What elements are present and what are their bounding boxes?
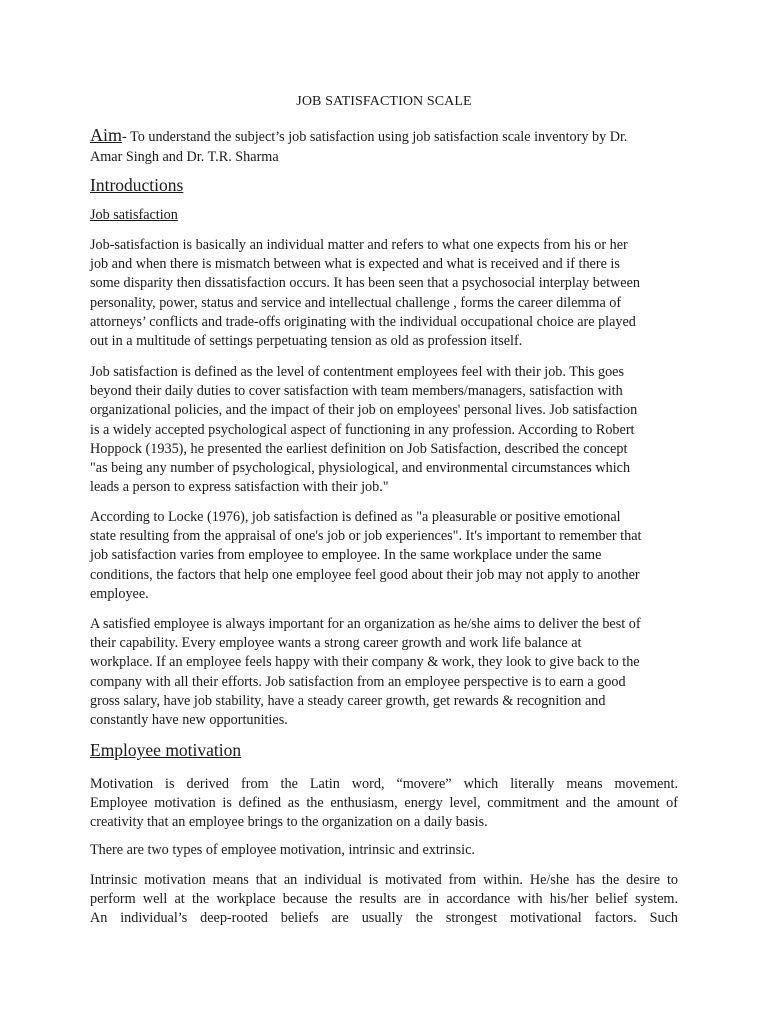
- intro-paragraph-3: [90, 508, 641, 604]
- paragraph-line: There are two types of employee motivation, intrinsic and extrinsic.: [90, 842, 475, 858]
- paragraph-line: According to Locke (1976), job satisfaction is defined as "a pleasurable or positive emotional: [90, 509, 621, 525]
- aim-text: - To understand the subject’s job satisfaction using job satisfaction scale inventory by Dr.: [122, 129, 628, 145]
- paragraph-line: attorneys’ conflicts and trade-offs originating with the individual occupational choice are played: [90, 313, 636, 330]
- intro-paragraph-4: [90, 615, 641, 730]
- aim-line-2: Amar Singh and Dr. T.R. Sharma: [90, 149, 279, 165]
- subheading-job-satisfaction: Job satisfaction: [90, 207, 178, 223]
- paragraph-line: perform well at the workplace because the results are in accordance with his/her belief system.: [90, 891, 678, 908]
- paragraph-line: "as being any number of psychological, physiological, and environmental circumstances which: [90, 460, 631, 477]
- paragraph-line: Job satisfaction is defined as the level of contentment employees feel with their job. This goes: [90, 364, 624, 380]
- paragraph-line: is a widely accepted psychological aspect of functioning in any profession. According to Robert: [90, 421, 635, 438]
- paragraph-line: their capability. Every employee wants a strong career growth and work life balance at: [90, 635, 582, 652]
- paragraph-line: creativity that an employee brings to the organization on a daily basis.: [90, 814, 488, 831]
- motivation-paragraph-3: [90, 871, 678, 929]
- paragraph-line: organizational policies, and the impact of their job on employees' personal lives. Job satisfaction: [90, 402, 638, 419]
- paragraph-line: Motivation is derived from the Latin word, “movere” which literally means movement.: [90, 776, 678, 792]
- paragraph-line: constantly have new opportunities.: [90, 712, 288, 729]
- paragraph-line: gross salary, have job stability, have a steady career growth, get rewards & recognition and: [90, 692, 606, 709]
- paragraph-line: employee.: [90, 585, 149, 602]
- paragraph-line: An individual’s deep-rooted beliefs are usually the strongest motivational factors. Such: [90, 910, 678, 927]
- motivation-paragraph-1: [90, 775, 678, 833]
- paragraph-line: job satisfaction varies from employee to employee. In the same workplace under the same: [90, 547, 602, 564]
- paragraph-line: leads a person to express satisfaction with their job.": [90, 479, 389, 496]
- paragraph-line: conditions, the factors that help one employee feel good about their job may not apply to another: [90, 566, 640, 583]
- paragraph-line: Employee motivation is defined as the enthusiasm, energy level, commitment and the amount of: [90, 795, 678, 812]
- section-heading-introductions: Introductions: [90, 175, 184, 195]
- paragraph-line: company with all their efforts. Job satisfaction from an employee perspective is to earn a good: [90, 673, 626, 690]
- paragraph-line: job and when there is mismatch between what is expected and what is received and if there is: [90, 256, 620, 273]
- paragraph-line: Intrinsic motivation means that an individual is motivated from within. He/she has the desire to: [90, 872, 678, 888]
- motivation-paragraph-2: [90, 841, 475, 860]
- aim-label: Aim: [90, 125, 123, 145]
- document-title: JOB SATISFACTION SCALE: [296, 94, 472, 109]
- aim-line-1: [90, 125, 690, 147]
- paragraph-line: personality, power, status and service and intellectual challenge , forms the career dilemma of: [90, 294, 622, 311]
- paragraph-line: Job-satisfaction is basically an individual matter and refers to what one expects from his or her: [90, 237, 628, 253]
- paragraph-line: A satisfied employee is always important for an organization as he/she aims to deliver the best of: [90, 616, 641, 632]
- paragraph-line: out in a multitude of settings perpetuating tension as old as profession itself.: [90, 333, 523, 350]
- paragraph-line: state resulting from the appraisal of one's job or job experiences". It's important to remember that: [90, 528, 642, 545]
- paragraph-line: beyond their daily duties to cover satisfaction with team members/managers, satisfaction with: [90, 383, 623, 400]
- paragraph-line: Hoppock (1935), he presented the earliest definition on Job Satisfaction, described the concept: [90, 440, 628, 457]
- intro-paragraph-1: [90, 236, 640, 351]
- section-heading-employee-motivation: Employee motivation: [90, 740, 242, 760]
- paragraph-line: workplace. If an employee feels happy with their company & work, they look to give back to the: [90, 654, 640, 671]
- paragraph-line: some disparity then dissatisfaction occurs. It has been seen that a psychosocial interplay between: [90, 275, 640, 292]
- aim-statement: [90, 125, 690, 167]
- intro-paragraph-2: [90, 363, 637, 497]
